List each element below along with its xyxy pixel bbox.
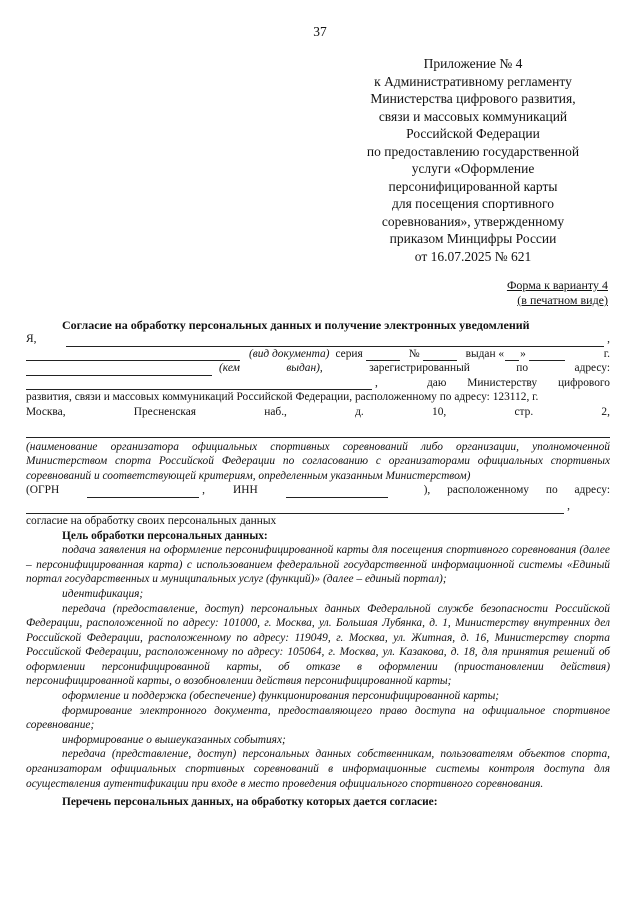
address-label: адресу: — [574, 362, 611, 375]
located-label: ), расположенному по адресу: — [423, 484, 610, 497]
form-print-note: (в печатном виде) — [517, 293, 608, 307]
registration-address-field[interactable] — [26, 378, 372, 390]
purpose-item: подача заявления на оформление персонифицированной карты для посещения спортивного соревнования (далее – персонифицированная карта) с использованием федеральной государственной информационной системы «Единый портал государственных и муниципальных услуг (функций)» (далее – единый портал); — [26, 544, 610, 586]
appendix-header — [338, 55, 608, 265]
quote-close: » — [520, 347, 526, 360]
appendix-line: Российской Федерации — [406, 126, 540, 141]
embankment-text: наб., — [264, 405, 287, 418]
appendix-line: соревнования», утвержденному — [381, 213, 565, 229]
appendix-line: от 16.07.2025 № 621 — [414, 248, 532, 264]
series-field[interactable] — [366, 349, 400, 361]
ogrn-label: (ОГРН — [26, 484, 60, 497]
house-number: 10, — [432, 405, 447, 418]
consent-title: Согласие на обработку персональных данных и получение электронных уведомлений — [62, 318, 530, 332]
street-text: Пресненская — [133, 405, 197, 418]
form-fields — [26, 332, 610, 810]
purpose-heading: Цель обработки персональных данных: — [62, 529, 268, 542]
ministry-line: развития, связи и массовых коммуникаций Российской Федерации, расположенному по адресу: 123112, г. — [26, 391, 539, 404]
issue-month-field[interactable] — [529, 349, 565, 361]
full-name-field[interactable] — [66, 335, 604, 347]
consent-row — [26, 514, 610, 529]
page-number: 37 — [313, 24, 327, 39]
series-label: серия — [335, 347, 363, 360]
ogrn-field[interactable] — [87, 486, 199, 498]
appendix-line: по предоставлению государственной — [366, 143, 580, 159]
by-whom-label: (кем — [219, 362, 240, 375]
appendix-line: к Административному регламенту — [374, 73, 572, 89]
name-row: Я, , — [26, 333, 610, 345]
ministry-row — [26, 390, 610, 405]
document-row — [26, 347, 610, 362]
appendix-line: приказом Минцифры России — [389, 231, 557, 246]
purpose-item: передача (представление, доступ) персональных данных собственникам, пользователям объектов спорта, организаторам официальных спортивных соревнований в информационные системы контроля доступа для осуществления аутентификации при входе в место проведения официального спортивного соревнования. — [26, 748, 610, 790]
document-type-field[interactable] — [26, 349, 240, 361]
inn-label: ИНН — [233, 484, 258, 497]
organizer-address-field[interactable] — [26, 502, 564, 514]
purpose-item: формирование электронного документа, предоставляющего право доступа на официальное спортивное соревнование; — [26, 704, 610, 732]
consent-line: согласие на обработку своих персональных данных — [26, 514, 277, 527]
registered-label: зарегистрированный — [369, 362, 470, 375]
appendix-line: для посещения спортивного — [391, 196, 555, 211]
purpose-item: идентификация; — [62, 587, 144, 600]
data-list-heading: Перечень персональных данных, на обработку которых дается согласие: — [62, 796, 438, 809]
issuer-field[interactable] — [26, 364, 212, 376]
appendix-line: Министерства цифрового развития, — [370, 91, 576, 106]
purpose-item: оформление и поддержка (обеспечение) функционирования персонифицированной карты; — [62, 690, 500, 703]
house-label: д. — [355, 405, 364, 418]
number-label: № — [408, 347, 420, 360]
organizer-field[interactable] — [26, 424, 610, 438]
ya-label: Я, — [26, 333, 37, 345]
appendix-line: связи и массовых коммуникаций — [378, 108, 568, 124]
ogrn-row: (ОГРН , ИНН ), расположенному по адресу: — [26, 484, 610, 497]
form-variant: Форма к варианту 4 — [506, 278, 608, 292]
organizer-note: (наименование организатора официальных спортивных соревнований либо организации, уполномоченной Министерством спорта Российской Федерации по согласованию с организаторами официальных спортивных соревнований и соответствующей критериям, определенным указанным Министерством) — [26, 440, 610, 482]
ministry-address-row — [26, 405, 610, 420]
by-label: по — [516, 362, 529, 375]
purpose-item: передача (предоставление, доступ) персональных данных Федеральной службе безопасности Российской Федерации, расположенной по адресу: 101000, г. Москва, ул. Большая Лубянка, д. 1, Министерству внутренних дел Российской Федерации, расположенному по адресу: 119049, г. Москва, ул. Житная, д. 16, Министерству спорта Российской Федерации, расположенному по адресу: 105064, г. Москва, ул. Казакова, д. 18, для принятия решений об оформлении персонифицированной карты, об отказе в оформлении (приостановлении действия) персонифицированной карты, о возобновлении действия персонифицированной карты; — [26, 602, 610, 688]
building-label: стр. — [514, 405, 534, 418]
inn-field[interactable] — [286, 486, 388, 498]
number-field[interactable] — [423, 349, 457, 361]
issued-label: выдан « — [465, 347, 505, 360]
issued-by-label: выдан), — [286, 362, 323, 375]
purpose-item: информирование о вышеуказанных событиях; — [62, 733, 286, 746]
give-to-label: даю Министерству цифрового — [426, 376, 610, 389]
doc-type-label: (вид документа) — [249, 347, 330, 360]
appendix-line: Приложение № 4 — [423, 56, 523, 71]
form-reference — [507, 278, 608, 308]
issue-day-field[interactable] — [505, 349, 519, 361]
address-row: , даю Министерству цифрового — [26, 376, 610, 391]
issuer-row — [26, 361, 610, 376]
appendix-line: персонифицированной карты — [388, 178, 558, 194]
organizer-address-row: , — [26, 498, 610, 514]
city-text: Москва, — [26, 405, 66, 418]
building-number: 2, — [601, 405, 610, 418]
year-label: г. — [603, 347, 610, 360]
appendix-line: услуги «Оформление — [411, 161, 535, 176]
